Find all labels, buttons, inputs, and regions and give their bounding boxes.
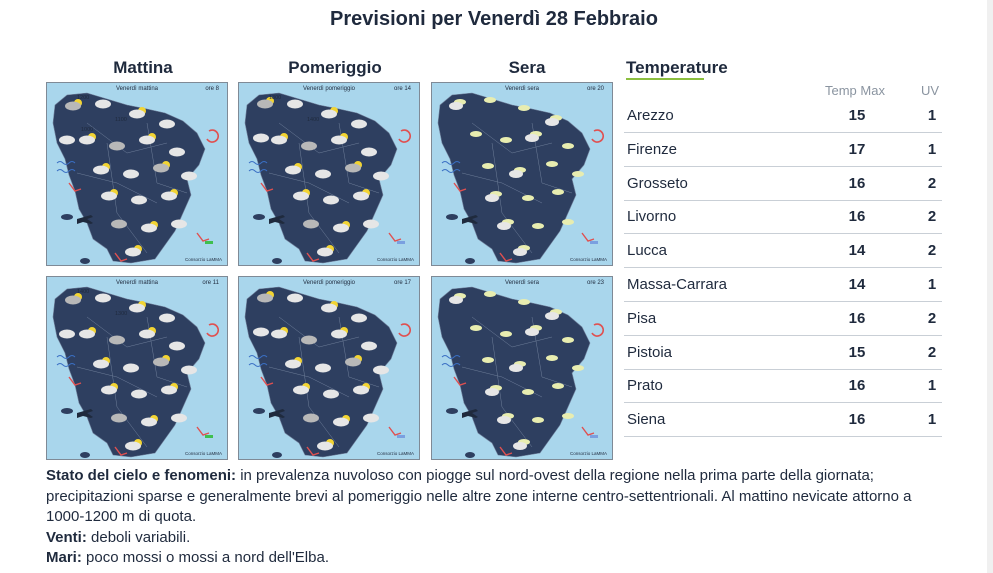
moon-cloud-icon — [572, 365, 584, 371]
temperature-trend-icon — [205, 241, 213, 244]
temp-max-value: 16 — [848, 208, 866, 226]
cloud-icon — [287, 100, 303, 109]
page-title: Previsioni per Venerdì 28 Febbraio — [330, 8, 658, 30]
city-name: Lucca — [627, 242, 668, 260]
cloud-icon — [287, 294, 303, 303]
snow-altitude-label: 1300 — [115, 311, 128, 317]
cloud-icon — [253, 328, 269, 337]
temp-max-value: 16 — [848, 309, 866, 327]
temperature-row — [624, 302, 942, 336]
city-name: Firenze — [627, 140, 678, 158]
tuscany-map — [47, 83, 227, 265]
island — [465, 258, 475, 264]
moon-cloud-icon — [532, 417, 544, 423]
cloud-icon — [363, 220, 379, 229]
cloud-icon — [181, 172, 197, 181]
cloud-icon — [111, 220, 127, 229]
moon-cloud-icon — [552, 383, 564, 389]
temperature-row — [624, 167, 942, 201]
column-heading-sera: Sera — [508, 58, 546, 77]
map-time: ore 14 — [393, 86, 411, 92]
wind-arrow-icon — [197, 427, 209, 435]
map-credit: Consorzio LaMMA — [569, 257, 607, 262]
city-name: Pistoia — [627, 343, 673, 361]
temp-max-value: 16 — [848, 411, 866, 429]
city-name: Massa-Carrara — [627, 276, 728, 293]
sky-text: in prevalenza nuvoloso con piogge sul nord-ovest della regione nella prima parte della giornata; precipitazioni sparse e generalmente brevi al pomeriggio nelle altre zone interne centro-settentrionali. Al mattino nevicate attorno a 1000-1200 m di quota. — [46, 467, 912, 525]
variable-wind-icon — [207, 130, 218, 142]
map-credit: Consorzio LaMMA — [184, 451, 222, 456]
cloud-icon — [301, 336, 317, 345]
cloud-icon — [59, 136, 75, 145]
temperature-row — [624, 234, 942, 268]
map-credit: Consorzio LaMMA — [569, 451, 607, 456]
uv-value: 1 — [927, 377, 937, 395]
map-credit: Consorzio LaMMA — [376, 257, 414, 262]
uv-value: 1 — [927, 411, 937, 429]
temp-max-value: 16 — [848, 377, 866, 395]
temperature-title: Temperature — [626, 58, 728, 77]
cloud-icon — [131, 390, 147, 399]
temp-max-value: 15 — [848, 107, 866, 124]
temperature-title-underline — [626, 78, 704, 80]
city-name: Siena — [627, 411, 666, 429]
column-heading-mattina: Mattina — [113, 58, 173, 77]
map-caption: Venerdì mattina — [115, 86, 159, 92]
moon-cloud-icon — [552, 189, 564, 195]
map-credit: Consorzio LaMMA — [376, 451, 414, 456]
uv-value: 2 — [927, 309, 937, 327]
uv-value: 2 — [927, 174, 937, 192]
map-caption: Venerdì sera — [504, 280, 540, 286]
temp-max-value: 15 — [848, 343, 866, 361]
island — [446, 408, 458, 414]
temp-max-value: 14 — [848, 276, 866, 293]
moon-cloud-icon — [482, 357, 494, 363]
column-heading-pomeriggio: Pomeriggio — [288, 58, 382, 77]
land-area — [438, 287, 590, 457]
cloud-icon — [323, 196, 339, 205]
moon-cloud-icon — [482, 163, 494, 169]
weather-map — [238, 82, 420, 266]
cloud-icon — [323, 390, 339, 399]
cloud-icon — [315, 364, 331, 373]
city-name: Prato — [627, 377, 663, 395]
map-time: ore 11 — [202, 280, 219, 286]
variable-wind-icon — [592, 324, 603, 336]
cloud-icon — [351, 120, 367, 129]
variable-wind-icon — [592, 130, 603, 142]
island — [61, 408, 73, 414]
sea-label: Mari: — [46, 549, 82, 566]
moon-cloud-icon — [562, 337, 574, 343]
weather-map — [431, 276, 613, 460]
moon-cloud-icon — [546, 161, 558, 167]
column-header-temp-max: Temp Max — [825, 83, 885, 98]
island — [61, 214, 73, 220]
map-credit: Consorzio LaMMA — [184, 257, 222, 262]
wind-arrow-icon — [197, 233, 209, 241]
cloud-icon — [123, 364, 139, 373]
cloud-icon — [111, 414, 127, 423]
island — [446, 214, 458, 220]
city-name: Arezzo — [627, 107, 674, 124]
cloud-icon — [303, 414, 319, 423]
moon-cloud-icon — [500, 137, 512, 143]
map-caption: Venerdì pomeriggio — [302, 280, 356, 286]
column-header-uv: UV — [921, 83, 940, 98]
island — [80, 258, 90, 264]
snow-altitude-label: 1100 — [115, 117, 127, 123]
moon-cloud-icon — [546, 355, 558, 361]
island — [253, 408, 265, 414]
cloud-icon — [373, 366, 389, 375]
uv-value: 1 — [927, 107, 937, 124]
island — [253, 214, 265, 220]
cloud-icon — [361, 148, 377, 157]
temp-max-value: 14 — [848, 242, 866, 260]
cloud-icon — [131, 196, 147, 205]
cloud-icon — [373, 172, 389, 181]
island — [80, 452, 90, 458]
cloud-icon — [363, 414, 379, 423]
temperature-trend-icon — [205, 435, 213, 438]
temperature-trend-icon — [590, 241, 598, 244]
moon-cloud-icon — [562, 219, 574, 225]
city-name: Pisa — [627, 309, 657, 327]
temperature-row — [624, 268, 942, 302]
city-name: Livorno — [627, 208, 677, 226]
land-area — [438, 93, 590, 263]
variable-wind-icon — [399, 324, 410, 336]
cloud-icon — [315, 170, 331, 179]
moon-cloud-icon — [518, 299, 530, 305]
cloud-icon — [109, 336, 125, 345]
uv-value: 2 — [927, 242, 937, 260]
island — [272, 452, 282, 458]
cloud-icon — [301, 142, 317, 151]
map-caption: Venerdì sera — [504, 86, 540, 92]
variable-wind-icon — [207, 324, 218, 336]
tuscany-map — [432, 83, 612, 265]
snow-altitude-label: 1200 — [77, 95, 90, 101]
moon-cloud-icon — [562, 143, 574, 149]
moon-cloud-icon — [572, 171, 584, 177]
wind-arrow-icon — [389, 427, 401, 435]
island — [272, 258, 282, 264]
snow-altitude-label: 1400 — [77, 289, 90, 295]
temperature-trend-icon — [397, 435, 405, 438]
cloud-icon — [169, 342, 185, 351]
temp-max-value: 17 — [848, 140, 866, 158]
cloud-icon — [95, 100, 111, 109]
weather-map — [46, 276, 228, 460]
weather-map — [46, 82, 228, 266]
sky-label: Stato del cielo e fenomeni: — [46, 467, 237, 484]
cloud-icon — [95, 294, 111, 303]
moon-cloud-icon — [470, 325, 482, 331]
wind-arrow-icon — [582, 233, 594, 241]
wind-label: Venti: — [46, 528, 87, 546]
wind-text: deboli variabili. — [86, 528, 191, 546]
moon-cloud-icon — [484, 97, 496, 103]
map-time: ore 23 — [586, 280, 604, 286]
weather-map — [238, 276, 420, 460]
snow-altitude-label: 1000 — [81, 127, 94, 133]
cloud-icon — [169, 148, 185, 157]
island — [465, 452, 475, 458]
moon-cloud-icon — [522, 389, 534, 395]
temperature-row — [624, 99, 942, 133]
variable-wind-icon — [399, 130, 410, 142]
temperature-trend-icon — [397, 241, 405, 244]
wind-arrow-icon — [389, 233, 401, 241]
tuscany-map — [432, 277, 612, 459]
map-caption: Venerdì mattina — [115, 280, 159, 286]
tuscany-map — [239, 83, 419, 265]
map-time: ore 17 — [393, 280, 411, 286]
cloud-icon — [109, 142, 125, 151]
temperature-row — [624, 336, 942, 370]
moon-cloud-icon — [484, 291, 496, 297]
moon-cloud-icon — [500, 331, 512, 337]
map-time: ore 20 — [586, 86, 604, 92]
weather-map — [431, 82, 613, 266]
snow-altitude-label: 1400 — [307, 117, 320, 123]
cloud-icon — [181, 366, 197, 375]
forecast-description — [46, 466, 946, 569]
cloud-icon — [123, 170, 139, 179]
moon-cloud-icon — [522, 195, 534, 201]
cloud-icon — [171, 414, 187, 423]
moon-cloud-icon — [518, 105, 530, 111]
tuscany-map — [239, 277, 419, 459]
cloud-icon — [159, 120, 175, 129]
temperature-row — [624, 369, 942, 403]
uv-value: 1 — [927, 140, 937, 158]
moon-cloud-icon — [532, 223, 544, 229]
cloud-icon — [59, 330, 75, 339]
moon-cloud-icon — [470, 131, 482, 137]
map-caption: Venerdì pomeriggio — [302, 86, 356, 92]
cloud-icon — [253, 134, 269, 143]
uv-value: 1 — [927, 276, 937, 293]
temperature-row — [624, 200, 942, 234]
sea-text: poco mossi o mossi a nord dell'Elba. — [81, 549, 329, 566]
map-time: ore 8 — [205, 86, 219, 92]
uv-value: 2 — [927, 208, 937, 226]
temp-max-value: 16 — [848, 174, 866, 192]
page-edge — [987, 0, 993, 573]
snow-altitude-label: 1300 — [269, 95, 282, 101]
temperature-row — [624, 403, 942, 437]
uv-value: 2 — [927, 343, 937, 361]
tuscany-map — [47, 277, 227, 459]
city-name: Grosseto — [627, 174, 688, 192]
temperature-trend-icon — [590, 435, 598, 438]
cloud-icon — [159, 314, 175, 323]
cloud-icon — [171, 220, 187, 229]
cloud-icon — [361, 342, 377, 351]
cloud-icon — [351, 314, 367, 323]
wind-arrow-icon — [582, 427, 594, 435]
cloud-icon — [303, 220, 319, 229]
moon-cloud-icon — [562, 413, 574, 419]
temperature-row — [624, 133, 942, 167]
